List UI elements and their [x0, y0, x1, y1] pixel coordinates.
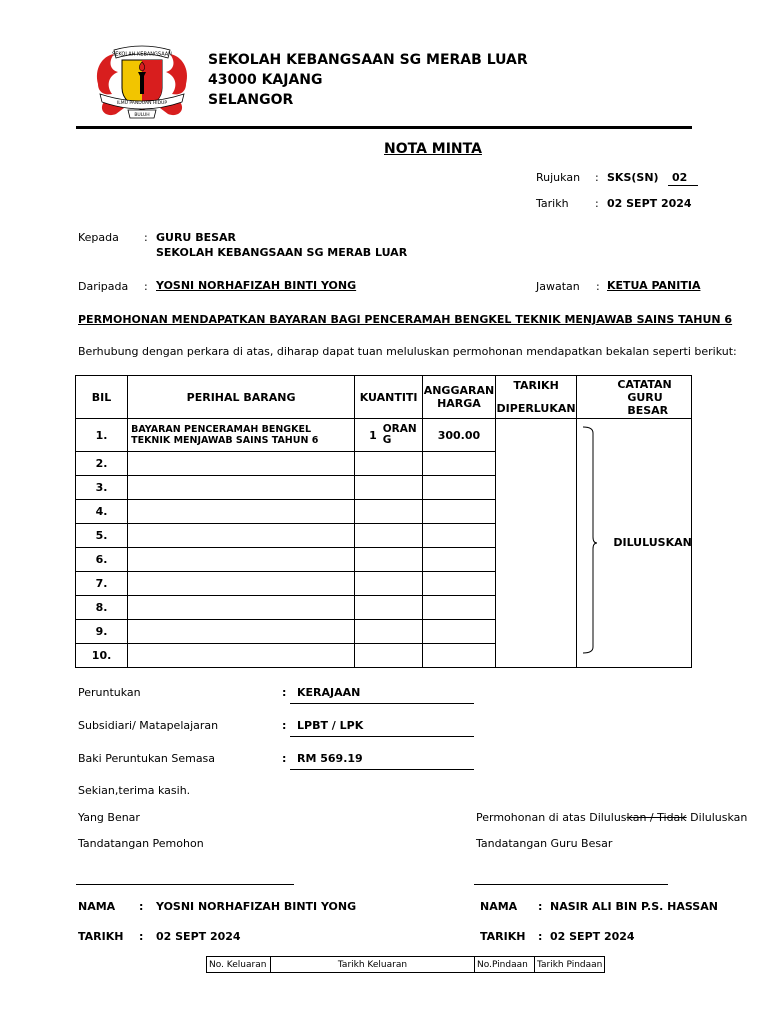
headmaster-date-label: TARIKH — [480, 930, 526, 943]
applicant-sign-label: Tandatangan Pemohon — [78, 837, 204, 850]
allocation-line-1 — [290, 736, 474, 737]
header-catatan-line1: CATATAN — [617, 377, 672, 391]
applicant-name-label: NAMA — [78, 900, 116, 913]
header-anggaran-line1: ANGGARAN — [423, 384, 495, 397]
footer-tarikh-pindaan — [535, 957, 605, 973]
row-bil: 7. — [76, 572, 128, 596]
header-catatan-line2: GURU BESAR — [627, 390, 669, 417]
allocation-value-0: KERAJAAN — [297, 686, 361, 699]
headmaster-signature-line — [474, 884, 668, 885]
allocation-line-2 — [290, 769, 474, 770]
header-bil: BIL — [76, 376, 128, 419]
revision-row — [207, 957, 605, 973]
header-kuantiti: KUANTITI — [355, 376, 423, 419]
table-row — [76, 419, 692, 452]
yang-benar: Yang Benar — [78, 811, 140, 824]
applicant-signature-line — [76, 884, 294, 885]
curly-brace-icon — [579, 425, 599, 655]
header-tarikh-line2: DIPERLUKAN — [496, 402, 576, 415]
footer-tarikh-pindaan-text: Tarikh Pindaan — [537, 959, 603, 970]
row-bil: 1. — [76, 419, 128, 452]
from-label: Daripada — [78, 280, 129, 293]
reference-colon: : — [595, 171, 599, 184]
date-top-colon: : — [595, 197, 599, 210]
headmaster-name-label: NAMA — [480, 900, 518, 913]
intro-paragraph: Berhubung dengan perkara di atas, diharap dapat tuan meluluskan permohonan mendapatkan bekalan seperti berikut: — [78, 345, 737, 358]
approval-struck: kan / Tidak — [626, 811, 687, 824]
row-perihal — [128, 476, 355, 500]
header-catatan — [577, 376, 692, 419]
headmaster-name: NASIR ALI BIN P.S. HASSAN — [550, 900, 718, 913]
catatan-cell — [577, 419, 692, 668]
to-colon: : — [144, 231, 148, 244]
row-kuantiti — [355, 644, 423, 668]
row-kuantiti — [355, 476, 423, 500]
allocation-value-2: RM 569.19 — [297, 752, 363, 765]
row-unit: ORAN G — [382, 423, 417, 446]
row-bil: 9. — [76, 620, 128, 644]
document-title: NOTA MINTA — [384, 141, 482, 157]
revision-table — [206, 956, 605, 973]
items-table-body — [76, 419, 692, 668]
headmaster-date-colon: : — [538, 930, 543, 943]
to-label: Kepada — [78, 231, 119, 244]
allocation-line-0 — [290, 703, 474, 704]
applicant-name-colon: : — [139, 900, 144, 913]
table-header-row — [76, 376, 692, 419]
items-table — [75, 375, 692, 668]
row-perihal — [128, 644, 355, 668]
row-perihal: BAYARAN PENCERAMAH BENGKEL TEKNIK MENJAWAB SAINS TAHUN 6 — [128, 419, 355, 452]
row-kuantiti — [355, 419, 423, 452]
row-harga — [423, 572, 496, 596]
row-perihal — [128, 524, 355, 548]
allocation-label-2: Baki Peruntukan Semasa — [78, 752, 216, 765]
closing-text: Sekian,terima kasih. — [78, 784, 191, 797]
allocation-label-1: Subsidiari/ Matapelajaran — [78, 719, 219, 732]
allocation-value-1: LPBT / LPK — [297, 719, 364, 732]
row-bil: 6. — [76, 548, 128, 572]
reference-number: 02 — [672, 171, 688, 184]
header-rule — [76, 126, 692, 129]
row-harga — [423, 620, 496, 644]
row-qty: 1 — [369, 428, 377, 442]
row-perihal — [128, 620, 355, 644]
date-top-label: Tarikh — [536, 197, 569, 210]
row-bil: 3. — [76, 476, 128, 500]
school-crest-logo — [94, 44, 190, 122]
school-name: SEKOLAH KEBANGSAAN SG MERAB LUAR — [208, 52, 528, 68]
applicant-date-label: TARIKH — [78, 930, 124, 943]
logo-text-ribbon: ILMU PANDUAN HIDUP — [116, 101, 168, 106]
logo-text-top: SEKOLAH KEBANGSAAN — [112, 51, 172, 58]
remark-diluluskan: DILULUSKAN — [613, 536, 692, 549]
allocation-label-0: Peruntukan — [78, 686, 141, 699]
position-label: Jawatan — [536, 280, 580, 293]
row-bil: 2. — [76, 452, 128, 476]
position-colon: : — [596, 280, 600, 293]
header-tarikh-line1: TARIKH — [513, 379, 559, 392]
headmaster-sign-label: Tandatangan Guru Besar — [476, 837, 613, 850]
applicant-name: YOSNI NORHAFIZAH BINTI YONG — [156, 900, 357, 913]
row-harga — [423, 452, 496, 476]
logo-text-bottom: BULUH — [134, 113, 150, 118]
headmaster-name-colon: : — [538, 900, 543, 913]
allocation-colon-1: : — [282, 719, 287, 732]
row-bil: 10. — [76, 644, 128, 668]
row-kuantiti — [355, 500, 423, 524]
row-harga — [423, 524, 496, 548]
header-perihal: PERIHAL BARANG — [128, 376, 355, 419]
tarikh-diperlukan-cell — [495, 419, 577, 668]
position-value: KETUA PANITIA — [607, 279, 701, 292]
row-kuantiti — [355, 572, 423, 596]
applicant-date: 02 SEPT 2024 — [156, 930, 241, 943]
row-perihal — [128, 452, 355, 476]
row-kuantiti — [355, 452, 423, 476]
subject-line: PERMOHONAN MENDAPATKAN BAYARAN BAGI PENCERAMAH BENGKEL TEKNIK MENJAWAB SAINS TAHUN 6 — [78, 313, 733, 326]
school-state: SELANGOR — [208, 92, 294, 108]
approval-prefix: Permohonan di atas Dilulus — [476, 811, 627, 824]
row-harga — [423, 644, 496, 668]
school-postcode-city: 43000 KAJANG — [208, 72, 323, 88]
from-colon: : — [144, 280, 148, 293]
row-perihal — [128, 572, 355, 596]
reference-prefix: SKS(SN) — [607, 171, 659, 184]
row-perihal — [128, 596, 355, 620]
header-anggaran — [423, 376, 496, 419]
row-perihal — [128, 500, 355, 524]
reference-underline — [668, 185, 698, 186]
row-harga — [423, 548, 496, 572]
row-harga — [423, 596, 496, 620]
to-line2: SEKOLAH KEBANGSAAN SG MERAB LUAR — [156, 246, 408, 259]
row-kuantiti — [355, 596, 423, 620]
row-kuantiti — [355, 548, 423, 572]
header-tarikh — [495, 376, 577, 419]
row-kuantiti — [355, 620, 423, 644]
row-perihal — [128, 548, 355, 572]
reference-label: Rujukan — [536, 171, 581, 184]
row-bil: 5. — [76, 524, 128, 548]
header-anggaran-line2: HARGA — [437, 397, 481, 410]
row-harga — [423, 476, 496, 500]
headmaster-date: 02 SEPT 2024 — [550, 930, 635, 943]
footer-tarikh-keluaran: Tarikh Keluaran — [271, 957, 475, 973]
approval-statement — [476, 811, 747, 824]
applicant-date-colon: : — [139, 930, 144, 943]
footer-no-pindaan: No.Pindaan — [475, 957, 535, 973]
to-line1: GURU BESAR — [156, 231, 236, 244]
footer-no-keluaran: No. Keluaran — [207, 957, 271, 973]
allocation-colon-0: : — [282, 686, 287, 699]
date-top-value: 02 SEPT 2024 — [607, 197, 692, 210]
allocation-colon-2: : — [282, 752, 287, 765]
row-bil: 8. — [76, 596, 128, 620]
approval-suffix: Diluluskan — [686, 811, 748, 824]
row-bil: 4. — [76, 500, 128, 524]
row-harga — [423, 500, 496, 524]
row-harga: 300.00 — [423, 419, 496, 452]
from-value: YOSNI NORHAFIZAH BINTI YONG — [156, 279, 357, 292]
row-kuantiti — [355, 524, 423, 548]
